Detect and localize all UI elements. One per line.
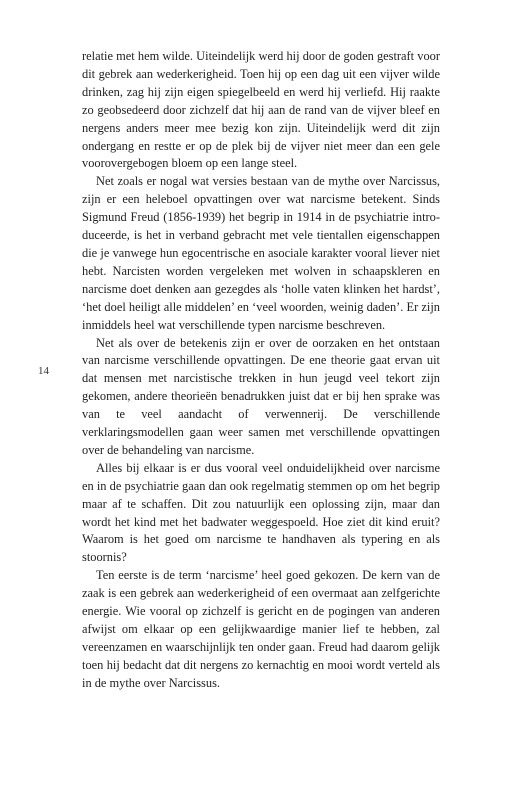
paragraph-3: Net als over de betekenis zijn er over de oorzaken en het ontstaan van narcisme verschillende opvattingen. De ene theorie gaat ervan uit dat mensen met narcistische trekken in hun jeugd veel tekort zijn gekomen, andere theorieën benadrukken juist dat er bij hen sprake was van te veel aandacht of verwennerij. De verschillende verklaringsmodellen gaan weer samen met verschillende opvattingen over de behandeling van narcisme. (82, 335, 440, 457)
paragraph-2: Net zoals er nogal wat versies bestaan van de mythe over Narcissus, zijn er een heleboel opvattingen over wat narcisme betekent. Sinds Sigmund Freud (1856-1939) het begrip in 1914 in de psychiatrie introduceerde, is het in verband gebracht met vele tientallen eigenschappen die je vanwege hun egocentrische en asociale karakter vooral liever niet hebt. Narcisten worden vergeleken met wolven in schaapskleren en narcisme doet denken aan gezegdes als ‘holle vaten klinken het hardst’, ‘het doel heiligt alle middelen’ en ‘veel woorden, weinig daden’. Er zijn inmiddels heel wat verschillende typen narcisme beschreven. (82, 174, 440, 332)
body-text (82, 48, 440, 693)
paragraph-1: relatie met hem wilde. Uiteindelijk werd hij door de goden gestraft voor dit gebrek aan wederkerigheid. Toen hij op een dag uit een vijver wilde drinken, zag hij zijn eigen spiegelbeeld en werd hij verliefd. Hij raakte zo geobsedeerd door zichzelf dat hij aan de rand van de vijver bleef en nergens anders meer mee bezig kon zijn. Uiteindelijk werd dit zijn ondergang en restte er op de plek bij de vijver niet meer dan een gele voorovergebogen bloem op een lange steel. (82, 49, 440, 171)
paragraph-5: Ten eerste is de term ‘narcisme’ heel goed gekozen. De kern van de zaak is een gebrek aan wederkerigheid of een overmaat aan zelfgerichte energie. Wie vooral op zichzelf is gericht en de pogingen van anderen afwijst om elkaar op een gelijkwaardige manier lief te hebben, zal vereenzamen en waarschijnlijk ten onder gaan. Freud had daarom gelijk toen hij bedacht dat dit nergens zo kernachtig en mooi wordt verteld als in de mythe over Narcissus. (82, 568, 440, 690)
page-number: 14 (38, 365, 49, 377)
paragraph-4: Alles bij elkaar is er dus vooral veel onduidelijkheid over narcisme en in de psychiatrie gaan dan ook regelmatig stemmen op om het begrip maar af te schaffen. Dit zou natuurlijk een oplossing zijn, maar dan wordt het kind met het badwater weggespoeld. Hoe ziet dit kind eruit? Waarom is het goed om narcisme te handhaven als typering en als stoornis? (82, 460, 440, 565)
